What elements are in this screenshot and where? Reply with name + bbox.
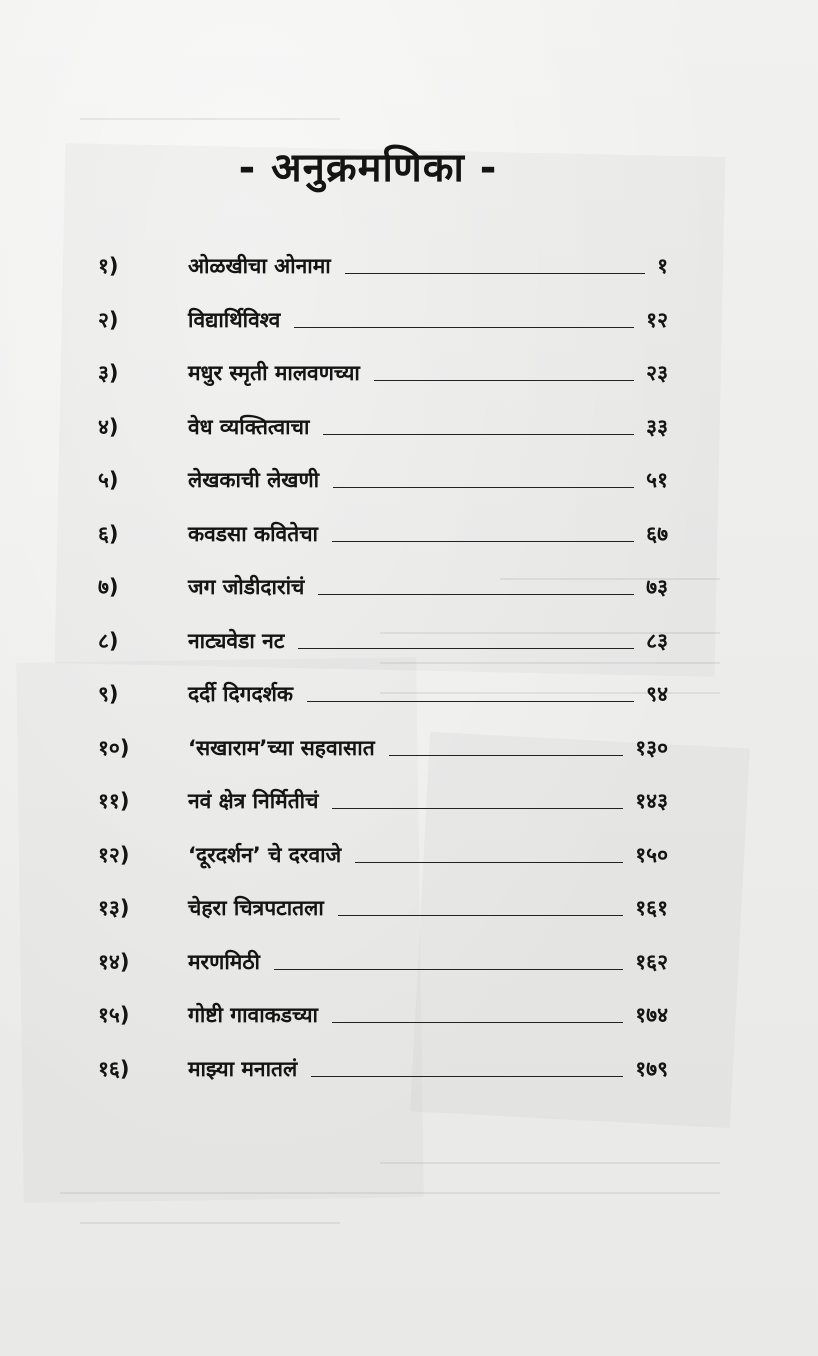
leader-rule bbox=[332, 1022, 623, 1023]
leader-rule bbox=[274, 969, 623, 970]
leader-rule bbox=[311, 1076, 623, 1077]
entry-line bbox=[188, 359, 668, 387]
entry-title: मरणमिठी bbox=[188, 949, 260, 974]
entry-title: गोष्टी गावाकडच्या bbox=[188, 1003, 318, 1027]
leader-rule bbox=[323, 434, 634, 435]
entry-number: ४) bbox=[98, 414, 119, 439]
toc-entry bbox=[0, 680, 818, 734]
show-through-line bbox=[380, 1162, 720, 1164]
entry-line bbox=[188, 948, 668, 976]
toc-entry bbox=[0, 573, 818, 627]
leader-rule bbox=[318, 594, 634, 595]
entry-page-number: ६७ bbox=[646, 521, 668, 546]
leader-rule bbox=[355, 862, 623, 863]
entry-page-number: १३० bbox=[635, 735, 668, 760]
entry-title: माझ्या मनातलं bbox=[188, 1056, 298, 1081]
entry-number: ६) bbox=[98, 521, 119, 546]
entry-title: वेध व्यक्तित्वाचा bbox=[188, 414, 310, 439]
entry-number: १०) bbox=[98, 735, 130, 760]
entry-number: १४) bbox=[98, 949, 130, 974]
toc-entry bbox=[0, 413, 818, 467]
entry-number: १३) bbox=[98, 896, 130, 920]
leader-rule bbox=[298, 648, 634, 649]
toc-entry bbox=[0, 841, 818, 895]
entry-number: १) bbox=[98, 254, 119, 278]
leader-rule bbox=[345, 273, 645, 274]
entry-title: दर्दी दिगदर्शक bbox=[188, 682, 294, 706]
toc-entry bbox=[0, 948, 818, 1002]
entry-line bbox=[188, 466, 668, 494]
leader-rule bbox=[307, 701, 634, 702]
entry-number: ७) bbox=[98, 575, 119, 599]
page-title: - अनुक्रमणिका - bbox=[238, 145, 498, 191]
show-through-line bbox=[80, 118, 340, 120]
entry-number: ९) bbox=[98, 682, 119, 706]
show-through-line bbox=[80, 1222, 340, 1224]
entry-title: ‘सखाराम’च्या सहवासात bbox=[188, 735, 375, 760]
entry-title: ओळखीचा ओनामा bbox=[188, 254, 331, 278]
entry-number: १५) bbox=[98, 1003, 130, 1027]
table-of-contents bbox=[0, 252, 818, 1108]
entry-number: ३) bbox=[98, 361, 119, 385]
entry-title: नाट्यवेडा नट bbox=[188, 628, 285, 653]
leader-rule bbox=[332, 808, 623, 809]
toc-entry bbox=[0, 894, 818, 948]
entry-number: ११) bbox=[98, 789, 130, 813]
entry-line bbox=[188, 1001, 668, 1029]
entry-line bbox=[188, 573, 668, 601]
entry-page-number: ३३ bbox=[646, 414, 668, 439]
leader-rule bbox=[294, 327, 634, 328]
toc-entry bbox=[0, 627, 818, 681]
entry-number: १२) bbox=[98, 842, 130, 867]
entry-page-number: १ bbox=[657, 254, 668, 278]
entry-title: नवं क्षेत्र निर्मितीचं bbox=[188, 789, 319, 813]
entry-page-number: १५० bbox=[635, 842, 668, 867]
entry-number: १६) bbox=[98, 1056, 130, 1081]
toc-entry bbox=[0, 734, 818, 788]
entry-title: लेखकाची लेखणी bbox=[188, 468, 320, 492]
toc-entry bbox=[0, 306, 818, 360]
leader-rule bbox=[332, 541, 634, 542]
entry-title: कवडसा कवितेचा bbox=[188, 521, 318, 546]
toc-entry bbox=[0, 1001, 818, 1055]
entry-number: ५) bbox=[98, 468, 119, 492]
leader-rule bbox=[338, 915, 623, 916]
entry-line bbox=[188, 306, 668, 334]
leader-rule bbox=[333, 487, 634, 488]
entry-line bbox=[188, 680, 668, 708]
entry-page-number: १६२ bbox=[635, 949, 668, 974]
entry-line bbox=[188, 894, 668, 922]
entry-line bbox=[188, 734, 668, 762]
entry-number: ८) bbox=[98, 628, 119, 653]
leader-rule bbox=[374, 380, 634, 381]
entry-line bbox=[188, 252, 668, 280]
show-through-line bbox=[60, 1192, 720, 1194]
entry-line bbox=[188, 1055, 668, 1083]
toc-entry bbox=[0, 466, 818, 520]
toc-entry bbox=[0, 359, 818, 413]
entry-page-number: १६१ bbox=[635, 896, 668, 920]
entry-title: ‘दूरदर्शन’ चे दरवाजे bbox=[188, 842, 342, 867]
entry-page-number: ९४ bbox=[646, 682, 668, 706]
toc-entry bbox=[0, 1055, 818, 1109]
entry-line bbox=[188, 787, 668, 815]
toc-entry bbox=[0, 520, 818, 574]
entry-page-number: ५१ bbox=[646, 468, 668, 492]
entry-page-number: ८३ bbox=[646, 628, 668, 653]
entry-line bbox=[188, 627, 668, 655]
entry-page-number: १७९ bbox=[635, 1056, 668, 1081]
entry-title: मधुर स्मृती मालवणच्या bbox=[188, 361, 360, 385]
toc-entry bbox=[0, 252, 818, 306]
entry-page-number: १७४ bbox=[635, 1003, 668, 1027]
entry-title: विद्यार्थिविश्व bbox=[188, 307, 281, 332]
entry-line bbox=[188, 413, 668, 441]
entry-page-number: २३ bbox=[646, 361, 668, 385]
leader-rule bbox=[389, 755, 624, 756]
entry-title: जग जोडीदारांचं bbox=[188, 575, 305, 599]
entry-page-number: १४३ bbox=[635, 789, 668, 813]
entry-line bbox=[188, 520, 668, 548]
toc-entry bbox=[0, 787, 818, 841]
entry-title: चेहरा चित्रपटातला bbox=[188, 896, 324, 920]
entry-line bbox=[188, 841, 668, 869]
entry-page-number: ७३ bbox=[646, 575, 668, 599]
entry-number: २) bbox=[98, 307, 119, 332]
entry-page-number: १२ bbox=[646, 307, 668, 332]
